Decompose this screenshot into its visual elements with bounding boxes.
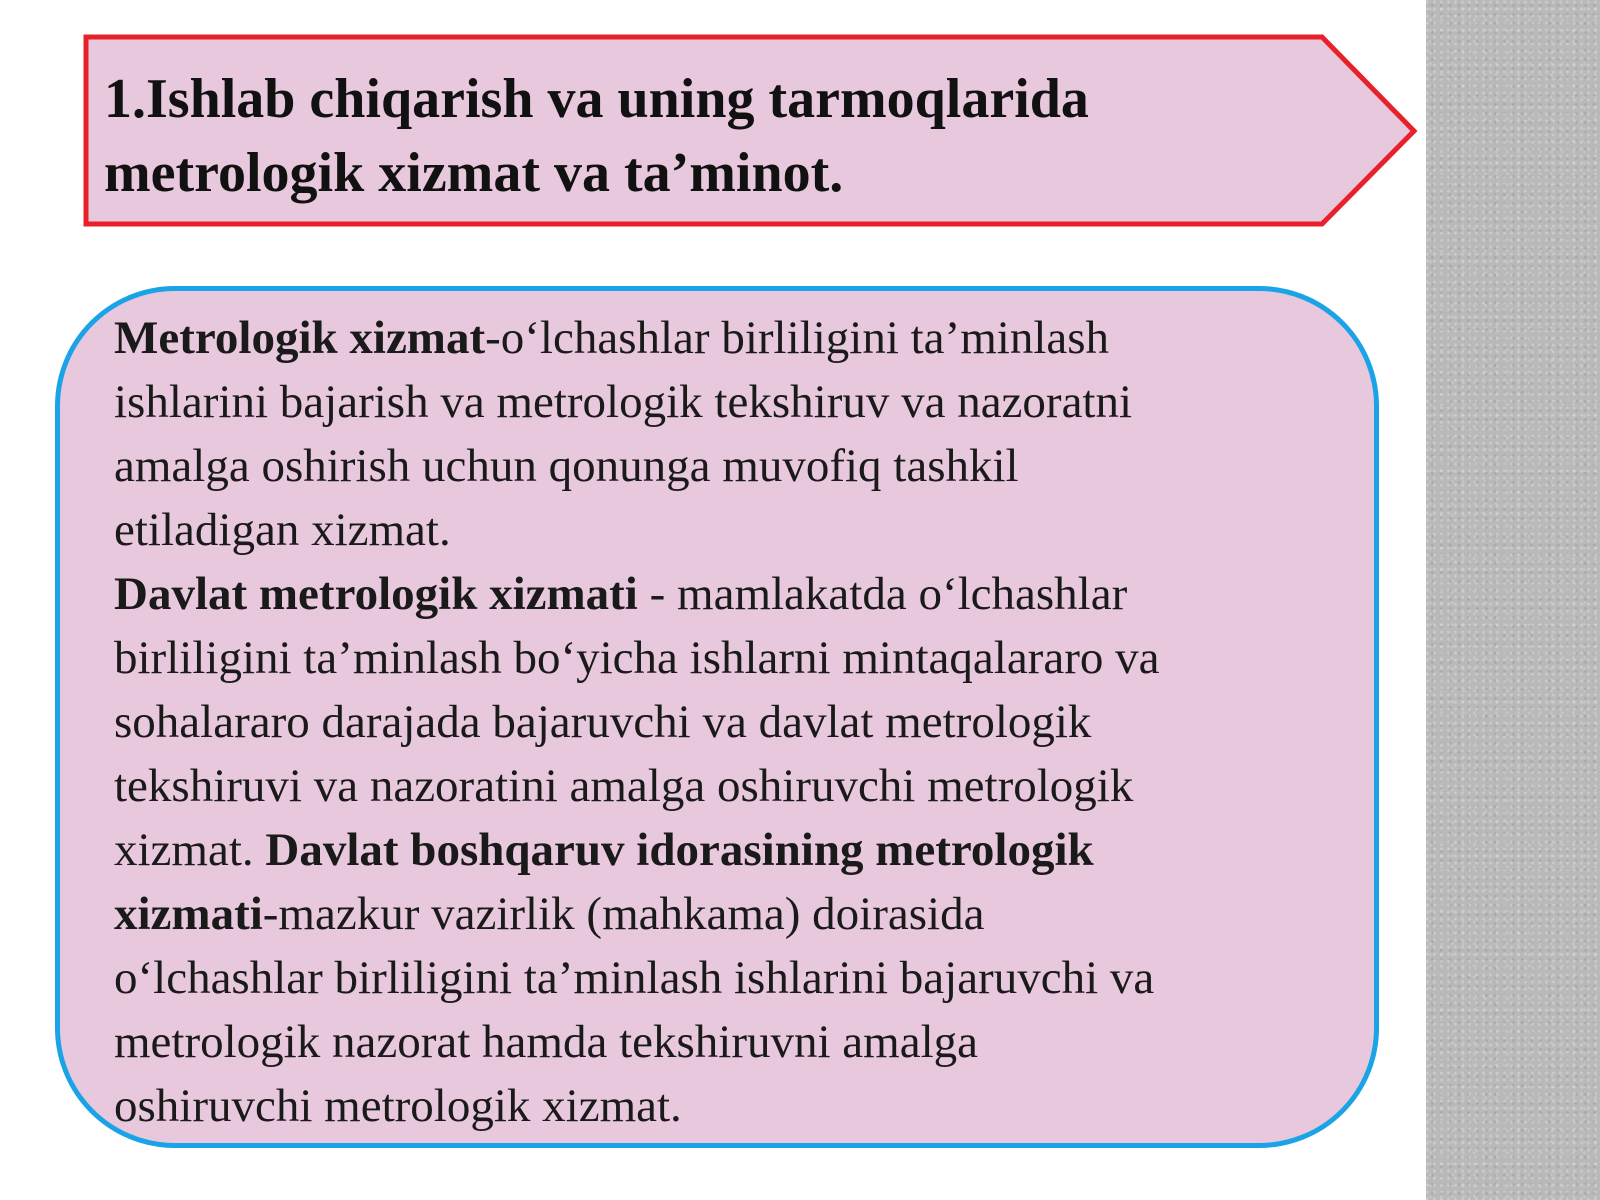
term-metrologik-xizmat: Metrologik xizmat xyxy=(114,312,486,364)
term-xizmati: xizmati xyxy=(114,888,263,940)
definition-text: -mazkur vazirlik (mahkama) doirasida xyxy=(262,888,985,940)
title-line-2: metrologik xizmat va ta’minot. xyxy=(104,142,844,204)
slide-title xyxy=(104,62,1304,210)
content-line: o‘lchashlar birliligini ta’minlash ishlarini bajaruvchi va xyxy=(114,952,1155,1004)
content-line: amalga oshirish uchun qonunga muvofiq tashkil xyxy=(114,440,1019,492)
content-line xyxy=(114,818,1364,882)
content-line: oshiruvchi metrologik xizmat. xyxy=(114,1080,682,1132)
content-line: metrologik nazorat hamda tekshiruvni amalga xyxy=(114,1016,978,1068)
content-line xyxy=(114,562,1364,626)
definition-text: xizmat. xyxy=(114,824,266,876)
content-text xyxy=(114,306,1364,1138)
content-line xyxy=(114,882,1364,946)
title-line-1: 1.Ishlab chiqarish va uning tarmoqlarida xyxy=(104,68,1089,130)
content-line: etiladigan xizmat. xyxy=(114,504,451,556)
content-line: sohalararo darajada bajaruvchi va davlat metrologik xyxy=(114,696,1092,748)
term-davlat-metrologik-xizmati: Davlat metrologik xizmati xyxy=(114,568,638,620)
definition-text: -o‘lchashlar birliligini ta’minlash xyxy=(485,312,1110,364)
content-line: ishlarini bajarish va metrologik tekshiruv va nazoratni xyxy=(114,376,1133,428)
term-davlat-boshqaruv: Davlat boshqaruv idorasining metrologik xyxy=(265,824,1094,876)
content-line: tekshiruvi va nazoratini amalga oshiruvchi metrologik xyxy=(114,760,1134,812)
decorative-side-band xyxy=(1426,0,1600,1200)
content-line xyxy=(114,306,1364,370)
definition-text: - mamlakatda o‘lchashlar xyxy=(637,568,1128,620)
content-line: birliligini ta’minlash bo‘yicha ishlarni mintaqalararo va xyxy=(114,632,1160,684)
